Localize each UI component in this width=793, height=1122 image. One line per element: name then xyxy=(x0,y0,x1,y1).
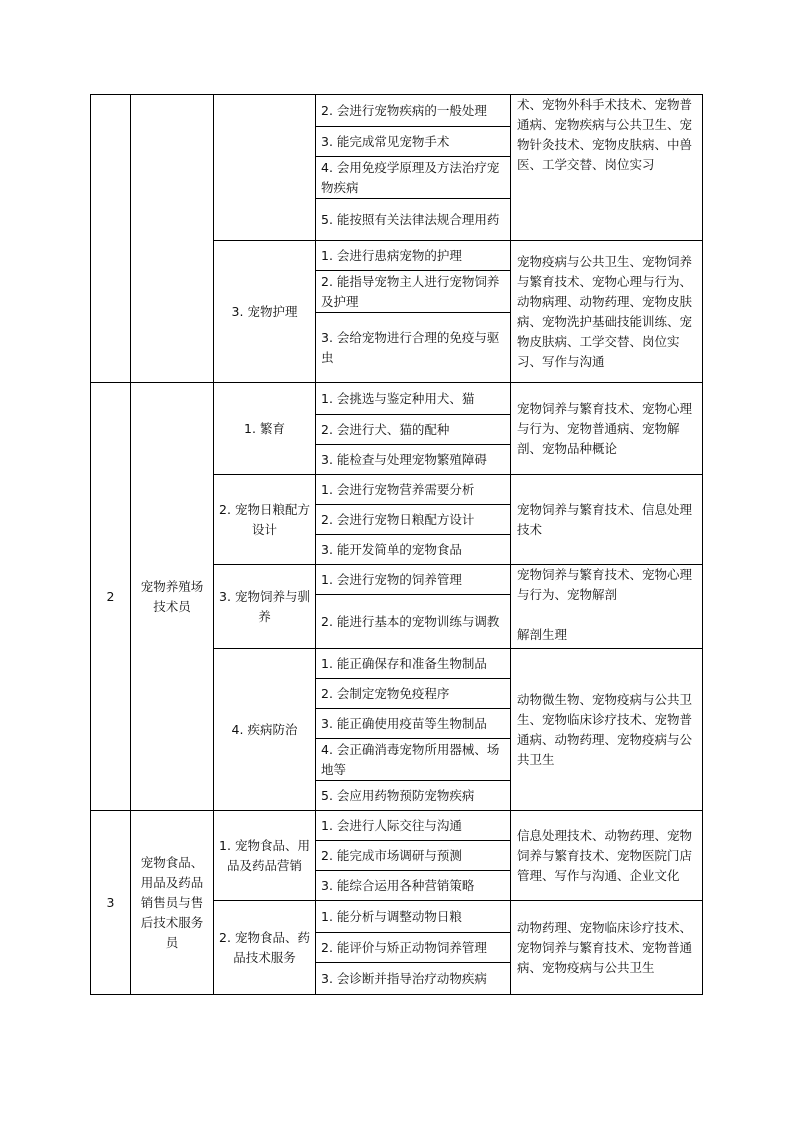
task-cell: 1. 会进行人际交往与沟通 xyxy=(316,811,511,841)
task-cell: 2. 能完成市场调研与预测 xyxy=(316,841,511,871)
course-text: 宠物饲养与繁育技术、信息处理技术 xyxy=(517,501,693,537)
course-cell xyxy=(511,565,703,649)
row-number xyxy=(91,95,131,383)
work-area-cell: 1. 宠物食品、用品及药品营销 xyxy=(214,811,316,901)
course-text: 宠物饲养与繁育技术、宠物心理与行为、宠物普通病、宠物解剖、宠物品种概论 xyxy=(517,400,693,456)
task-cell: 1. 会进行患病宠物的护理 xyxy=(316,241,511,271)
task-cell: 4. 会正确消毒宠物所用器械、场地等 xyxy=(316,739,511,781)
table-row xyxy=(91,811,703,841)
task-cell: 2. 会制定宠物免疫程序 xyxy=(316,679,511,709)
work-area-cell: 3. 宠物饲养与驯养 xyxy=(214,565,316,649)
course-cell xyxy=(511,901,703,995)
task-cell: 2. 会进行宠物日粮配方设计 xyxy=(316,505,511,535)
task-cell: 3. 能开发简单的宠物食品 xyxy=(316,535,511,565)
occupation-cell xyxy=(131,95,214,383)
row-number: 2 xyxy=(91,383,131,811)
course-text: 宠物饲养与繁育技术、宠物心理与行为、宠物解剖 xyxy=(517,567,693,602)
task-cell: 1. 能正确保存和准备生物制品 xyxy=(316,649,511,679)
course-text: 动物微生物、宠物疫病与公共卫生、宠物临床诊疗技术、宠物普通病、动物药理、宠物疫病与公共卫生 xyxy=(517,691,693,767)
task-cell: 3. 能检查与处理宠物繁殖障碍 xyxy=(316,445,511,475)
work-area-cell: 4. 疾病防治 xyxy=(214,649,316,811)
work-area-cell: 2. 宠物日粮配方设计 xyxy=(214,475,316,565)
course-cell xyxy=(511,95,703,241)
course-text: 术、宠物外科手术技术、宠物普通病、宠物疾病与公共卫生、宠物针灸技术、宠物皮肤病、中兽医、工学交替、岗位实习 xyxy=(517,97,693,172)
spacer xyxy=(517,605,696,625)
task-cell: 1. 会进行宠物的饲养管理 xyxy=(316,565,511,595)
task-cell: 1. 会进行宠物营养需要分析 xyxy=(316,475,511,505)
task-cell: 5. 能按照有关法律法规合理用药 xyxy=(316,199,511,241)
course-text: 宠物疫病与公共卫生、宠物饲养与繁育技术、宠物心理与行为、动物病理、动物药理、宠物皮肤病、宠物洗护基础技能训练、宠物皮肤病、工学交替、岗位实习、写作与沟通 xyxy=(517,253,693,369)
table-row xyxy=(91,383,703,415)
work-area-cell: 1. 繁育 xyxy=(214,383,316,475)
course-text: 解剖生理 xyxy=(517,627,568,642)
task-cell: 2. 能进行基本的宠物训练与调教 xyxy=(316,595,511,649)
table-row xyxy=(91,95,703,127)
row-number: 3 xyxy=(91,811,131,995)
course-cell xyxy=(511,649,703,811)
course-cell xyxy=(511,241,703,383)
task-cell: 2. 会进行犬、猫的配种 xyxy=(316,415,511,445)
work-area-cell: 2. 宠物食品、药品技术服务 xyxy=(214,901,316,995)
task-cell: 3. 能综合运用各种营销策略 xyxy=(316,871,511,901)
task-cell: 1. 能分析与调整动物日粮 xyxy=(316,901,511,933)
course-cell xyxy=(511,811,703,901)
occupation-cell: 宠物食品、用品及药品销售员与售后技术服务员 xyxy=(131,811,214,995)
course-cell xyxy=(511,383,703,475)
task-cell: 2. 会进行宠物疾病的一般处理 xyxy=(316,95,511,127)
task-cell: 3. 能完成常见宠物手术 xyxy=(316,127,511,157)
course-text: 动物药理、宠物临床诊疗技术、宠物饲养与繁育技术、宠物普通病、宠物疫病与公共卫生 xyxy=(517,919,693,975)
curriculum-table xyxy=(90,94,703,995)
work-area-cell: 3. 宠物护理 xyxy=(214,241,316,383)
task-cell: 4. 会用免疫学原理及方法治疗宠物疾病 xyxy=(316,157,511,199)
course-cell xyxy=(511,475,703,565)
task-cell: 3. 会诊断并指导治疗动物疾病 xyxy=(316,963,511,995)
task-cell: 3. 能正确使用疫苗等生物制品 xyxy=(316,709,511,739)
course-text: 信息处理技术、动物药理、宠物饲养与繁育技术、宠物医院门店管理、写作与沟通、企业文化 xyxy=(517,827,693,883)
task-cell: 2. 能指导宠物主人进行宠物饲养及护理 xyxy=(316,271,511,313)
task-cell: 5. 会应用药物预防宠物疾病 xyxy=(316,781,511,811)
occupation-cell: 宠物养殖场技术员 xyxy=(131,383,214,811)
task-cell: 2. 能评价与矫正动物饲养管理 xyxy=(316,933,511,963)
work-area-cell xyxy=(214,95,316,241)
task-cell: 1. 会挑选与鉴定种用犬、猫 xyxy=(316,383,511,415)
task-cell: 3. 会给宠物进行合理的免疫与驱虫 xyxy=(316,313,511,383)
